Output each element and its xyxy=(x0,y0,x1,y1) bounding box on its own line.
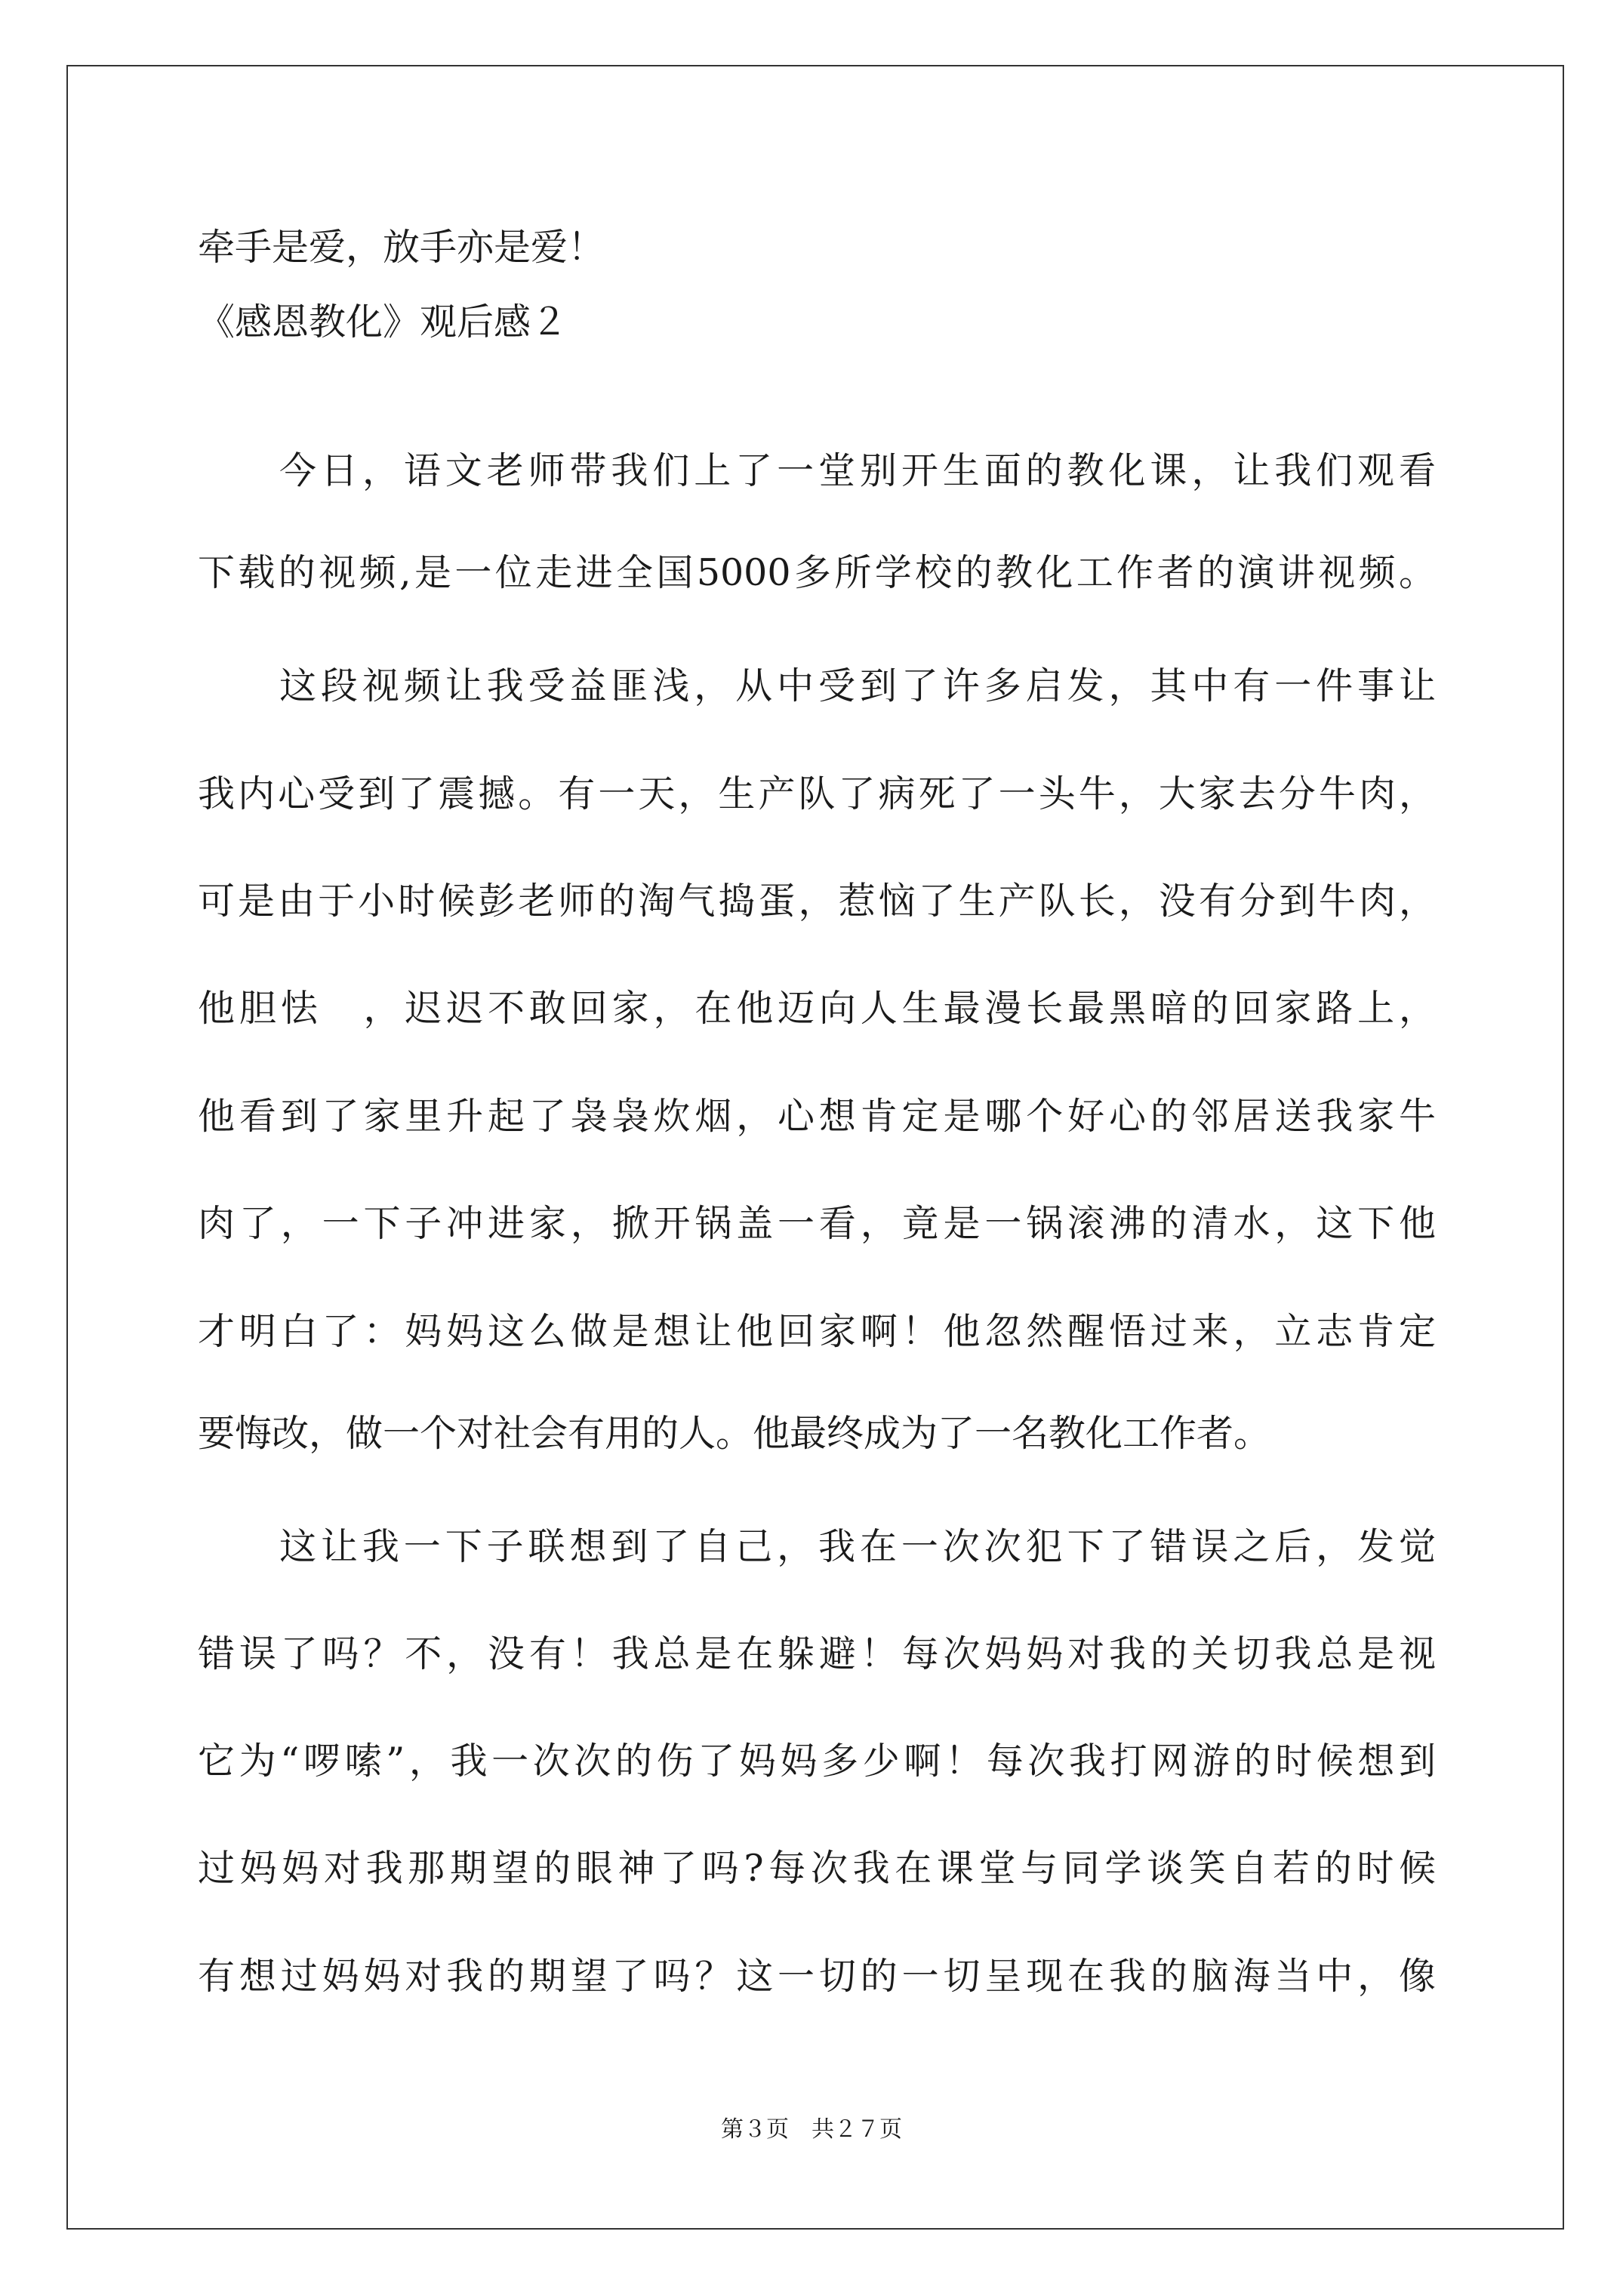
paragraph-line: 他看到了家里升起了袅袅炊烟，心想肯定是哪个好心的邻居送我家牛 xyxy=(198,1095,1436,1138)
paragraph-line: 错误了吗？不，没有！我总是在躲避！每次妈妈对我的关切我总是视 xyxy=(198,1632,1436,1675)
paragraph-line: 这让我一下子联想到了自己，我在一次次犯下了错误之后，发觉 xyxy=(279,1525,1436,1568)
paragraph-line: 这段视频让我受益匪浅，从中受到了许多启发，其中有一件事让 xyxy=(279,664,1436,707)
page-border xyxy=(66,65,1564,2230)
text-line: 牵手是爱，放手亦是爱！ xyxy=(198,226,605,269)
paragraph-line: 肉了，一下子冲进家，掀开锅盖一看，竟是一锅滚沸的清水，这下他 xyxy=(198,1202,1436,1245)
paragraph-line: 有想过妈妈对我的期望了吗？这一切的一切呈现在我的脑海当中，像 xyxy=(198,1955,1436,1998)
section-heading: 《感恩教化》观后感２ xyxy=(198,300,568,344)
paragraph-line: 今日，语文老师带我们上了一堂别开生面的教化课，让我们观看 xyxy=(279,449,1436,492)
paragraph-line: 可是由于小时候彭老师的淘气捣蛋，惹恼了生产队长，没有分到牛肉， xyxy=(198,880,1436,923)
page-footer xyxy=(0,2110,1623,2143)
paragraph-line: 过妈妈对我那期望的眼神了吗?每次我在课堂与同学谈笑自若的时候 xyxy=(198,1847,1436,1890)
paragraph-line: 才明白了：妈妈这么做是想让他回家啊！他忽然醒悟过来，立志肯定 xyxy=(198,1310,1436,1353)
paragraph-line: 要悔改，做一个对社会有用的人。他最终成为了一名教化工作者。 xyxy=(198,1412,1271,1455)
paragraph-line: 他胆怯 ，迟迟不敢回家，在他迈向人生最漫长最黑暗的回家路上， xyxy=(198,987,1436,1030)
paragraph-line: 我内心受到了震撼。有一天，生产队了病死了一头牛，大家去分牛肉， xyxy=(198,772,1436,815)
paragraph-line: 它为“啰嗦”，我一次次的伤了妈妈多少啊！每次我打网游的时候想到 xyxy=(198,1740,1436,1783)
page-number: 第３页 共２７页 xyxy=(721,2116,902,2143)
paragraph-line: 下载的视频,是一位走进全国5000多所学校的教化工作者的演讲视频。 xyxy=(198,551,1436,594)
